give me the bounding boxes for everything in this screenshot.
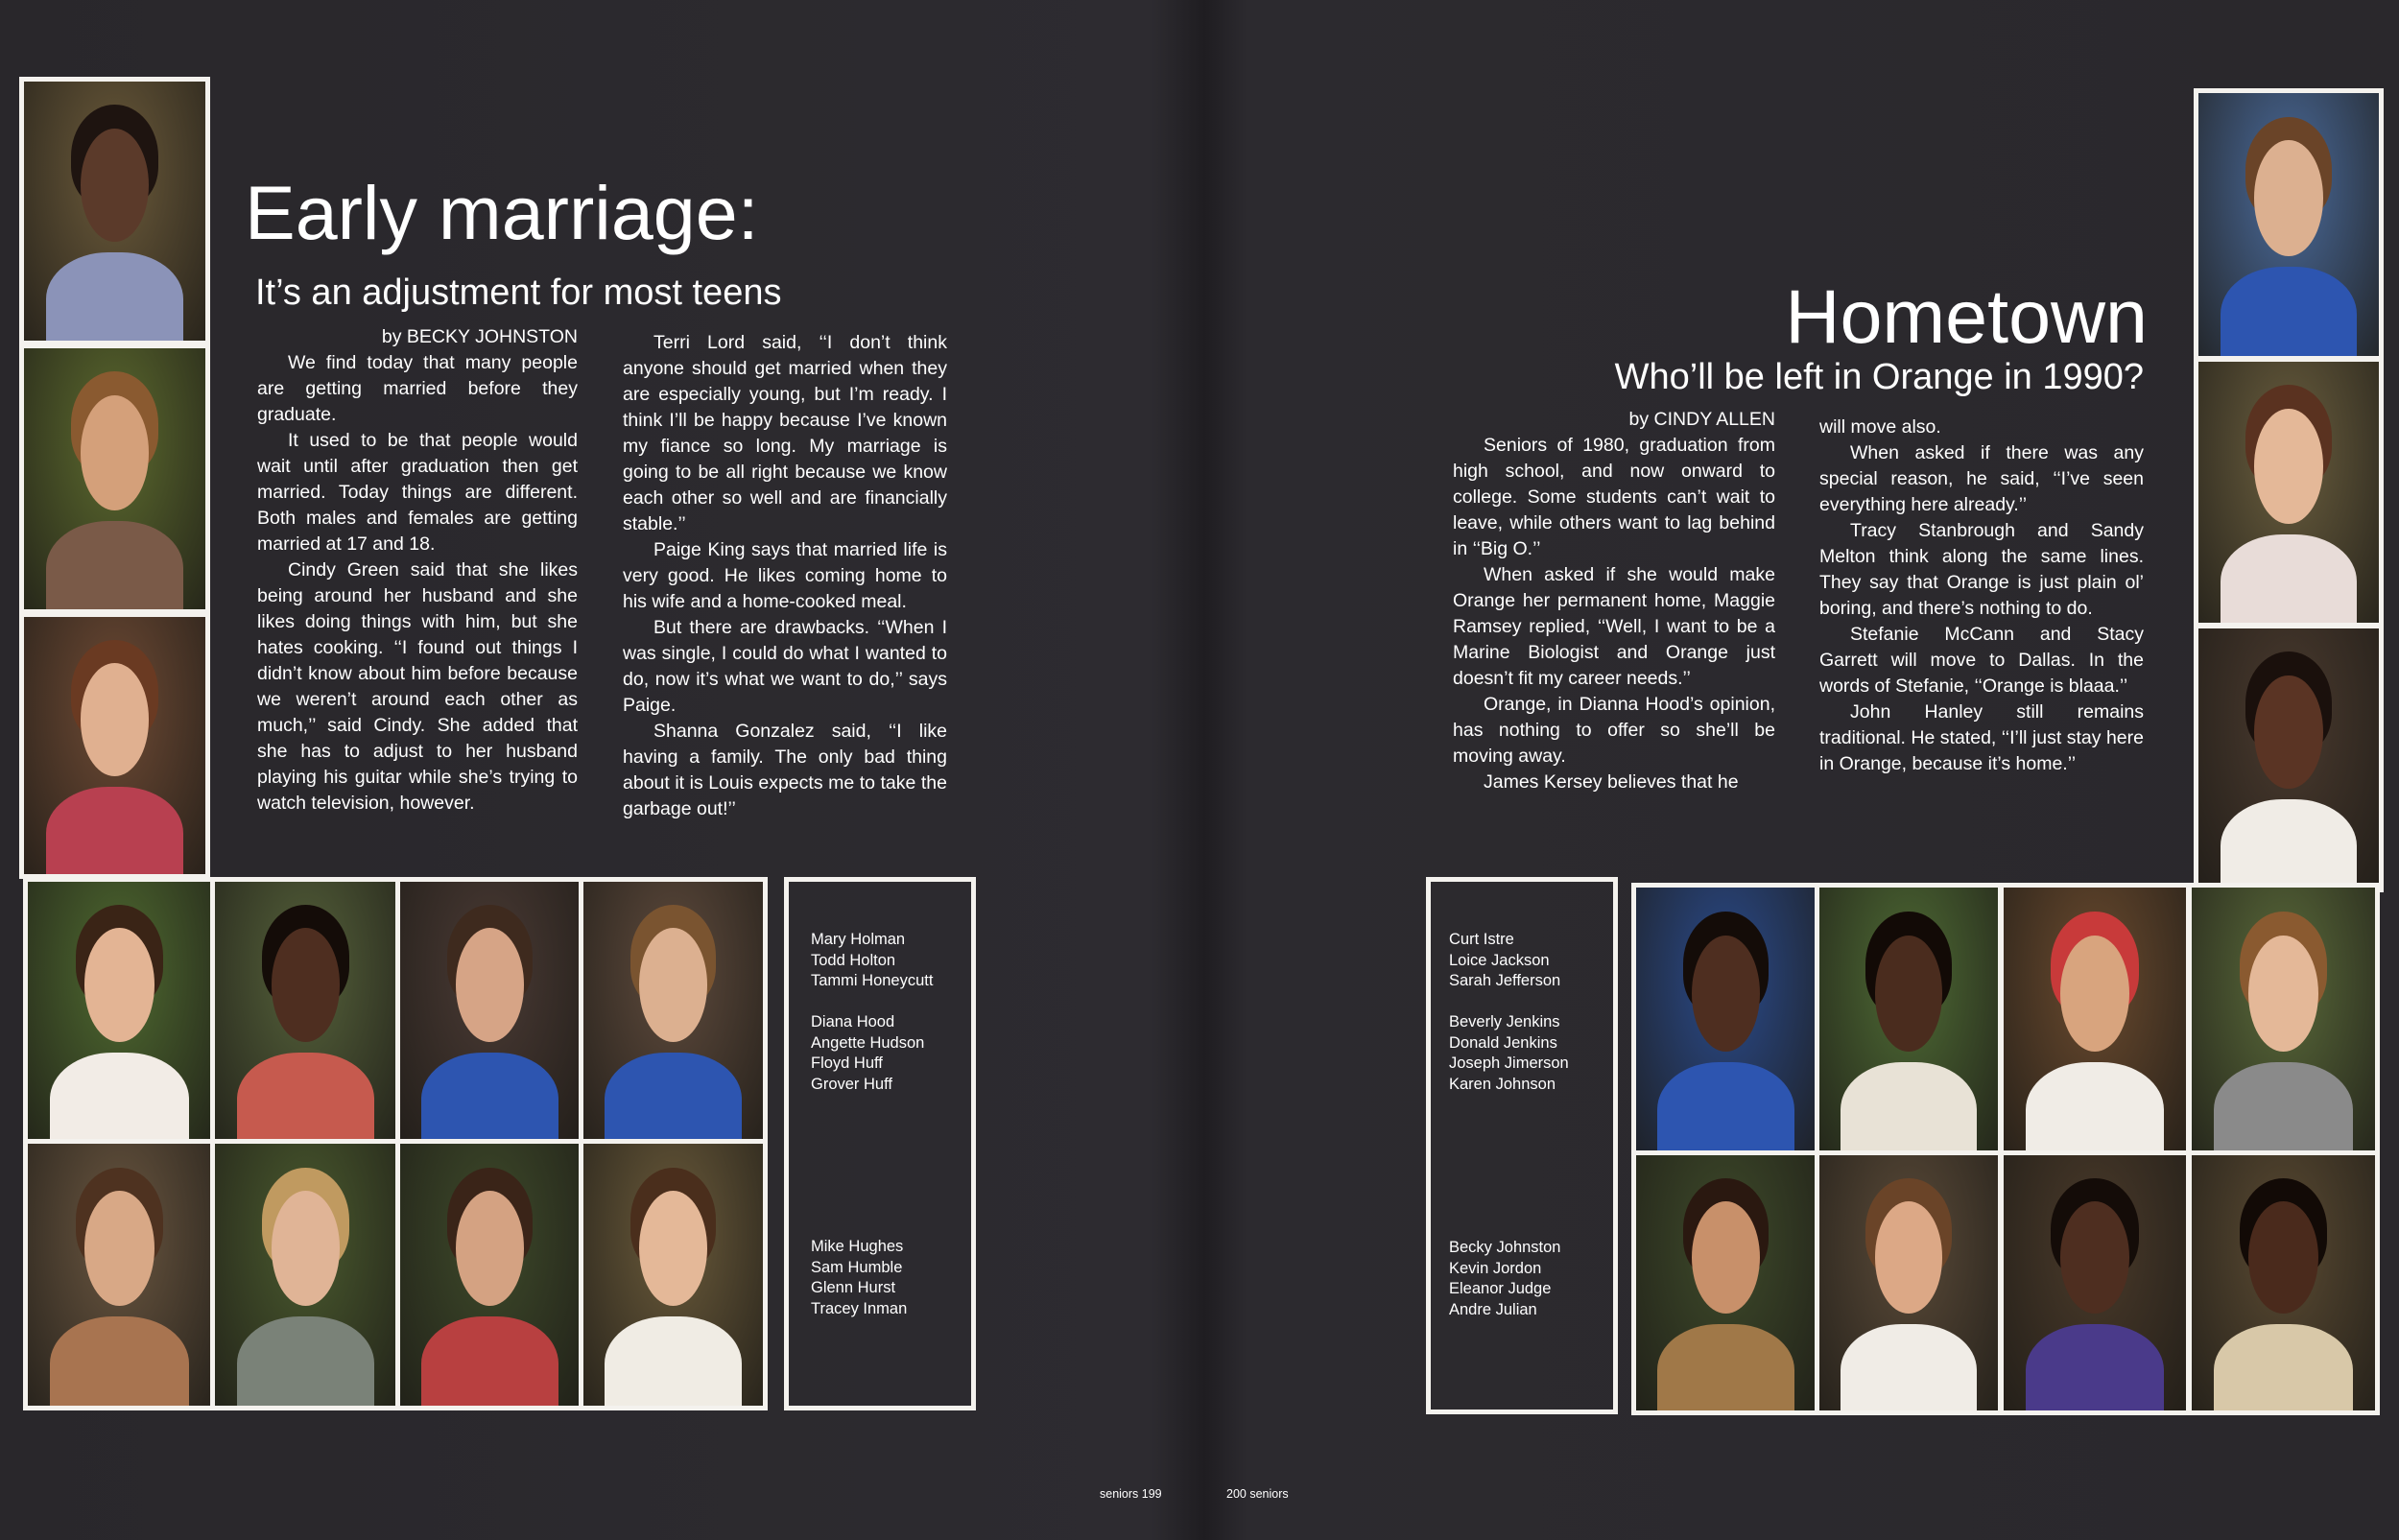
subheadline: Who’ll be left in Orange in 1990? bbox=[1614, 357, 2144, 397]
paragraph: We find today that many people are getting married before they graduate. bbox=[257, 352, 578, 425]
portrait-shoulders bbox=[605, 1053, 741, 1145]
name-list bbox=[811, 1237, 907, 1319]
name-item: Becky Johnston bbox=[1449, 1239, 1561, 1256]
portrait-face bbox=[456, 1191, 524, 1306]
name-item: Andre Julian bbox=[1449, 1300, 1537, 1318]
portrait-shoulders bbox=[2221, 534, 2358, 628]
portrait-shoulders bbox=[50, 1316, 189, 1410]
paragraph: When asked if she would make Orange her permanent home, Maggie Ramsey replied, ‘‘Well, I want to be a Marine Biologist and Orange just doesn’t fit my career needs.’’ bbox=[1453, 564, 1775, 689]
portrait-shoulders bbox=[50, 1053, 189, 1145]
portrait-face bbox=[2254, 409, 2322, 524]
portrait-photo bbox=[1815, 883, 2003, 1156]
paragraph: Orange, in Dianna Hood’s opinion, has nothing to offer so she’ll be moving away. bbox=[1453, 694, 1775, 767]
paragraph: James Kersey believes that he bbox=[1484, 771, 1739, 793]
portrait-shoulders bbox=[2221, 799, 2358, 892]
name-list bbox=[1449, 1238, 1560, 1320]
portrait-shoulders bbox=[2026, 1324, 2164, 1415]
portrait-face bbox=[272, 1191, 341, 1306]
portrait-shoulders bbox=[1841, 1062, 1976, 1157]
name-item: Angette Hudson bbox=[811, 1033, 925, 1052]
name-item: Beverly Jenkins bbox=[1449, 1013, 1560, 1031]
name-list bbox=[1449, 930, 1569, 1095]
portrait-photo bbox=[1631, 1150, 1820, 1415]
portrait-shoulders bbox=[237, 1316, 375, 1410]
portrait-shoulders bbox=[2026, 1062, 2164, 1157]
portrait-photo bbox=[1999, 883, 2191, 1156]
name-item: Tracey Inman bbox=[811, 1299, 908, 1317]
name-item: Loice Jackson bbox=[1449, 951, 1550, 969]
portrait-face bbox=[2254, 140, 2322, 256]
paragraph: Cindy Green said that she likes being around her husband and she likes doing things with him, but she hates cooking. ‘‘I found out things I didn’t know about him before because we weren’t around each other as much,’’ said Cindy. She added that she has to adjust to her husband playing his guitar while she’s trying to watch television, however. bbox=[257, 559, 578, 814]
portrait-photo bbox=[2194, 357, 2384, 628]
portrait-photo bbox=[2194, 624, 2384, 892]
portrait-shoulders bbox=[46, 252, 184, 345]
portrait-photo bbox=[2187, 883, 2380, 1156]
paragraph: will move also. bbox=[1819, 416, 1941, 438]
name-item: Karen Johnson bbox=[1449, 1075, 1556, 1093]
portrait-shoulders bbox=[46, 521, 184, 614]
portrait-face bbox=[272, 928, 341, 1041]
portrait-photo bbox=[19, 612, 210, 879]
portrait-photo bbox=[210, 1139, 401, 1410]
portrait-face bbox=[84, 928, 154, 1041]
portrait-face bbox=[2060, 936, 2129, 1052]
portrait-photo bbox=[1631, 883, 1820, 1156]
portrait-shoulders bbox=[421, 1316, 558, 1410]
paragraph: But there are drawbacks. ‘‘When I was single, I could do what I wanted to do, now it’s what we want to do,’’ says Paige. bbox=[623, 617, 947, 716]
headline: Early marriage: bbox=[245, 170, 759, 255]
portrait-face bbox=[1875, 936, 1943, 1052]
portrait-photo bbox=[2194, 88, 2384, 361]
name-item: Kevin Jordon bbox=[1449, 1259, 1542, 1277]
paragraph: Terri Lord said, ‘‘I don’t think anyone should get married when they are especially young, but I’m ready. I think I’ll be happy because I’ve known my fiance so long. My marriage is going to be all right because we know each other so well and are financially stable.’’ bbox=[623, 332, 947, 534]
portrait-face bbox=[1692, 1201, 1760, 1314]
portrait-photo bbox=[395, 877, 584, 1145]
article-column bbox=[1453, 407, 1775, 795]
portrait-face bbox=[81, 663, 150, 776]
name-item: Todd Holton bbox=[811, 951, 896, 969]
portrait-photo bbox=[23, 877, 216, 1145]
name-item: Mary Holman bbox=[811, 931, 906, 948]
portrait-shoulders bbox=[421, 1053, 558, 1145]
article-column bbox=[257, 324, 578, 817]
portrait-photo bbox=[1815, 1150, 2003, 1415]
page-number-right: 200 seniors bbox=[1226, 1487, 1289, 1501]
paragraph: Stefanie McCann and Stacy Garrett will move to Dallas. In the words of Stefanie, ‘‘Orange is blaaa.’’ bbox=[1819, 624, 2144, 697]
portrait-shoulders bbox=[2214, 1324, 2353, 1415]
portrait-face bbox=[639, 928, 707, 1041]
portrait-face bbox=[81, 129, 150, 243]
portrait-shoulders bbox=[1657, 1062, 1793, 1157]
headline: Hometown bbox=[1785, 273, 2148, 359]
name-item bbox=[1449, 992, 1569, 1013]
paragraph: It used to be that people would wait until after graduation then get married. Today things are different. Both males and females are getting married at 17 and 18. bbox=[257, 430, 578, 555]
paragraph: Shanna Gonzalez said, ‘‘I like having a family. The only bad thing about it is Louis expects me to take the garbage out!’’ bbox=[623, 721, 947, 819]
portrait-face bbox=[1875, 1201, 1943, 1314]
subheadline: It’s an adjustment for most teens bbox=[255, 272, 782, 313]
portrait-shoulders bbox=[1657, 1324, 1793, 1415]
portrait-face bbox=[84, 1191, 154, 1306]
paragraph: When asked if there was any special reason, he said, ‘‘I’ve seen everything here already.’’ bbox=[1819, 442, 2144, 515]
paragraph: Tracy Stanbrough and Sandy Melton think along the same lines. They say that Orange is just plain ol’ boring, and there’s nothing to do. bbox=[1819, 520, 2144, 619]
article-column bbox=[1819, 415, 2144, 777]
portrait-shoulders bbox=[237, 1053, 375, 1145]
name-item: Tammi Honeycutt bbox=[811, 972, 934, 989]
page-number-left: seniors 199 bbox=[1100, 1487, 1162, 1501]
portrait-photo bbox=[2187, 1150, 2380, 1415]
article-column bbox=[623, 330, 947, 822]
name-item: Sarah Jefferson bbox=[1449, 972, 1561, 989]
portrait-shoulders bbox=[1841, 1324, 1976, 1415]
portrait-face bbox=[2248, 1201, 2318, 1314]
portrait-shoulders bbox=[46, 787, 184, 879]
portrait-photo bbox=[1999, 1150, 2191, 1415]
portrait-photo bbox=[395, 1139, 584, 1410]
portrait-photo bbox=[23, 1139, 216, 1410]
portrait-photo bbox=[19, 344, 210, 614]
name-item: Eleanor Judge bbox=[1449, 1280, 1552, 1297]
portrait-photo bbox=[579, 877, 768, 1145]
portrait-face bbox=[2248, 936, 2318, 1052]
name-list bbox=[811, 930, 933, 1095]
portrait-face bbox=[81, 395, 150, 510]
byline: by BECKY JOHNSTON bbox=[381, 326, 578, 347]
name-item: Curt Istre bbox=[1449, 931, 1514, 948]
portrait-shoulders bbox=[2214, 1062, 2353, 1157]
portrait-face bbox=[1692, 936, 1760, 1052]
name-item: Floyd Huff bbox=[811, 1054, 883, 1072]
portrait-photo bbox=[19, 77, 210, 345]
paragraph: Seniors of 1980, graduation from high school, and now onward to college. Some students can’t wait to leave, while others want to lag behind in ‘‘Big O.’’ bbox=[1453, 435, 1775, 559]
name-item: Joseph Jimerson bbox=[1449, 1054, 1569, 1072]
portrait-face bbox=[2060, 1201, 2129, 1314]
portrait-shoulders bbox=[605, 1316, 741, 1410]
byline: by CINDY ALLEN bbox=[1628, 409, 1775, 430]
name-item: Diana Hood bbox=[811, 1013, 895, 1031]
portrait-shoulders bbox=[2221, 267, 2358, 361]
name-item: Grover Huff bbox=[811, 1075, 892, 1093]
paragraph: Paige King says that married life is very good. He likes coming home to his wife and a home-cooked meal. bbox=[623, 539, 947, 612]
portrait-face bbox=[2254, 675, 2322, 790]
portrait-photo bbox=[579, 1139, 768, 1410]
name-item: Sam Humble bbox=[811, 1258, 903, 1276]
name-item bbox=[811, 992, 933, 1013]
portrait-photo bbox=[210, 877, 401, 1145]
name-item: Donald Jenkins bbox=[1449, 1033, 1557, 1052]
portrait-face bbox=[456, 928, 524, 1041]
portrait-face bbox=[639, 1191, 707, 1306]
name-item: Glenn Hurst bbox=[811, 1279, 896, 1296]
paragraph: John Hanley still remains traditional. He stated, ‘‘I’ll just stay here in Orange, because it’s home.’’ bbox=[1819, 701, 2144, 774]
name-item: Mike Hughes bbox=[811, 1238, 904, 1255]
